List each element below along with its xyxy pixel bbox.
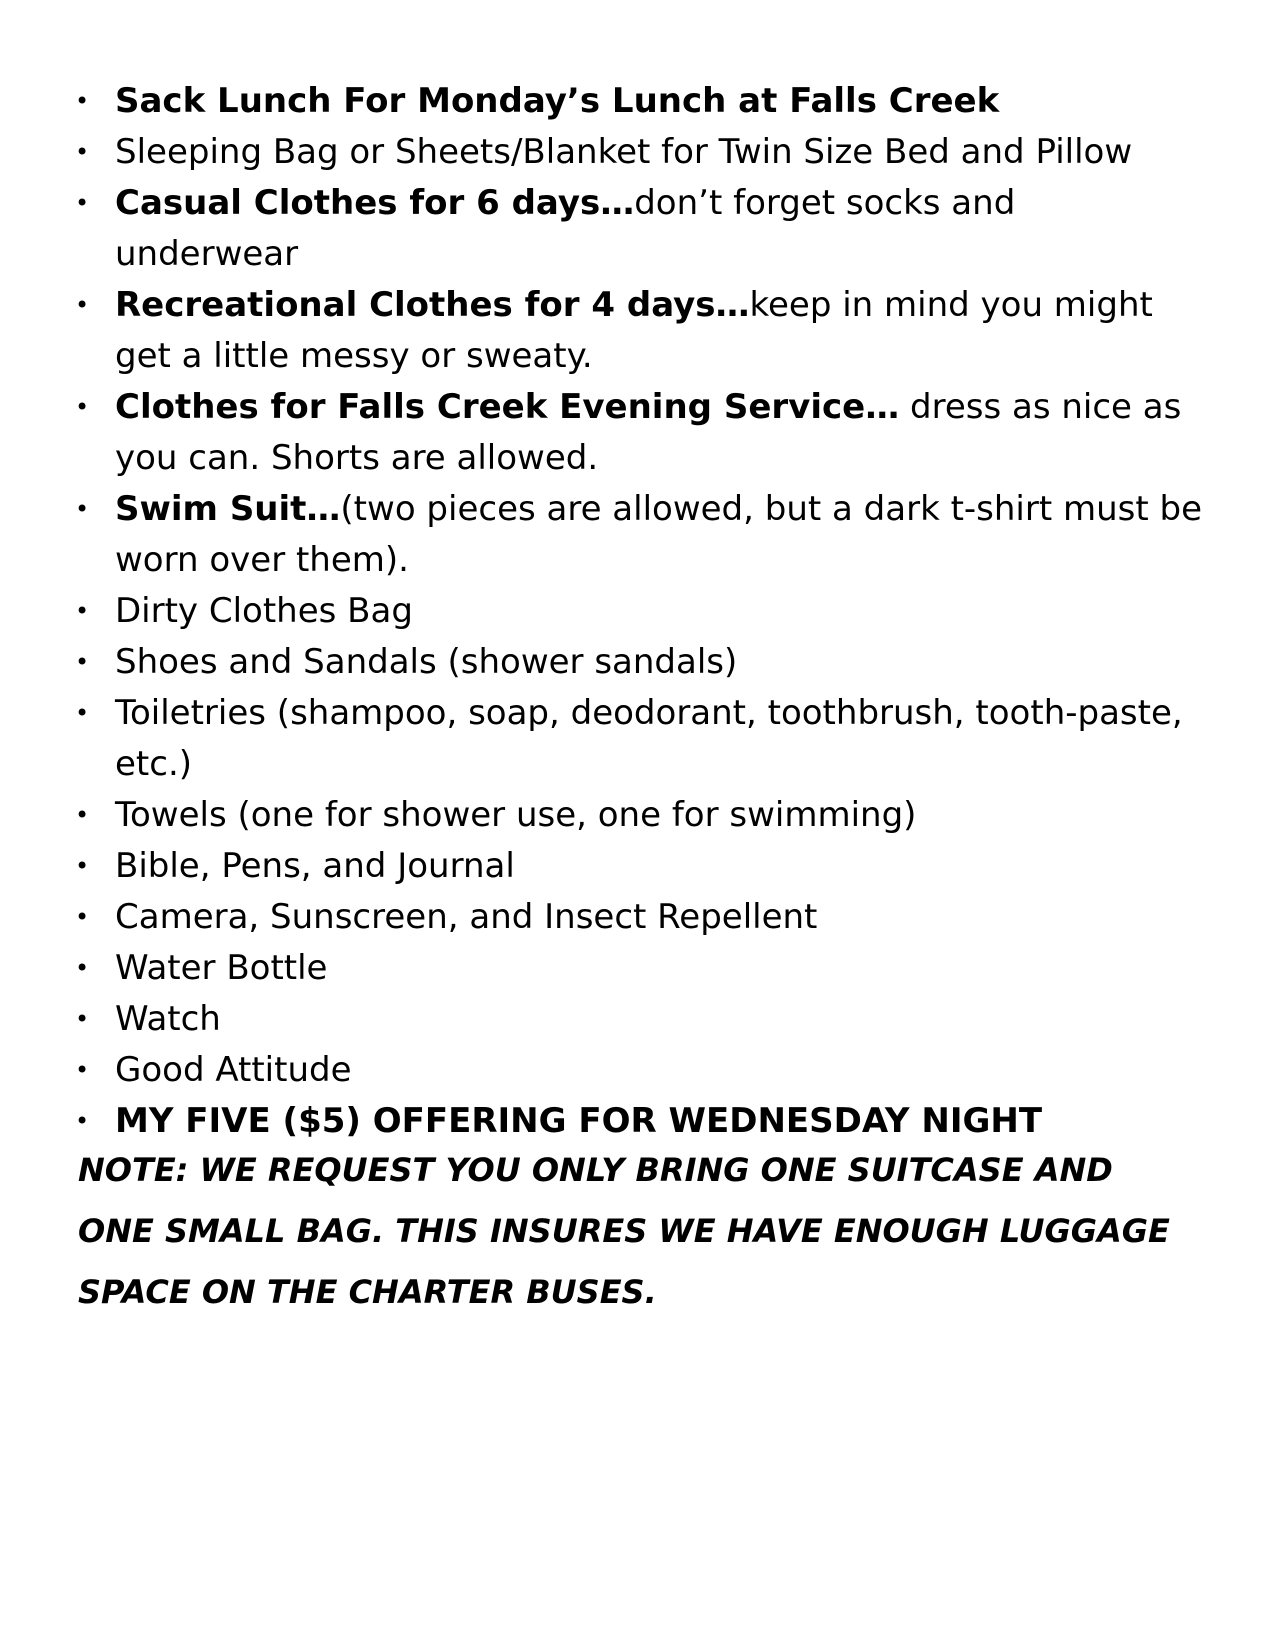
bullet-icon: • xyxy=(75,87,90,115)
list-item-text: Shoes and Sandals (shower sandals) xyxy=(115,642,738,682)
bullet-icon: • xyxy=(75,852,90,880)
list-item-text: Towels (one for shower use, one for swimming) xyxy=(115,795,917,835)
list-item-text: Water Bottle xyxy=(115,948,328,988)
list-item xyxy=(75,892,1205,943)
list-item xyxy=(75,1045,1205,1096)
bullet-icon: • xyxy=(75,393,90,421)
list-item-text: dress as nice as you can. Shorts are allowed. xyxy=(115,387,1182,478)
list-item-bold-text: Sack Lunch For Monday’s Lunch at Falls Creek xyxy=(115,81,1000,121)
bullet-icon: • xyxy=(75,648,90,676)
bullet-icon: • xyxy=(75,189,90,217)
bullet-icon: • xyxy=(75,291,90,319)
list-item xyxy=(75,76,1205,127)
list-item-bold-text: Clothes for Falls Creek Evening Service… xyxy=(115,387,900,427)
list-item xyxy=(75,790,1205,841)
list-item-text: Camera, Sunscreen, and Insect Repellent xyxy=(115,897,818,937)
bullet-icon: • xyxy=(75,699,90,727)
bullet-icon: • xyxy=(75,495,90,523)
list-item-text: don’t forget socks and underwear xyxy=(115,183,1016,274)
list-item xyxy=(75,178,1205,280)
bullet-icon: • xyxy=(75,138,90,166)
bullet-icon: • xyxy=(75,1005,90,1033)
list-item-bold-text: MY FIVE ($5) OFFERING FOR WEDNESDAY NIGHT xyxy=(115,1101,1043,1141)
bullet-icon: • xyxy=(75,801,90,829)
list-item-text: Watch xyxy=(115,999,221,1039)
list-item-text: (two pieces are allowed, but a dark t-shirt must be worn over them). xyxy=(115,489,1203,580)
bullet-icon: • xyxy=(75,597,90,625)
list-item xyxy=(75,841,1205,892)
luggage-note: NOTE: WE REQUEST YOU ONLY BRING ONE SUITCASE AND ONE SMALL BAG. THIS INSURES WE HAVE ENOUGH LUGGAGE SPACE ON THE CHARTER BUSES. xyxy=(78,1151,1170,1311)
list-item xyxy=(75,994,1205,1045)
list-item xyxy=(75,586,1205,637)
list-item-text: Sleeping Bag or Sheets/Blanket for Twin Size Bed and Pillow xyxy=(115,132,1133,172)
bullet-icon: • xyxy=(75,903,90,931)
list-item-bold-text: Swim Suit… xyxy=(115,489,341,529)
list-item xyxy=(75,127,1205,178)
packing-list xyxy=(75,76,1205,1147)
list-item xyxy=(75,382,1205,484)
list-item xyxy=(75,688,1205,790)
list-item xyxy=(75,484,1205,586)
list-item-text: Toiletries (shampoo, soap, deodorant, toothbrush, tooth-paste, etc.) xyxy=(115,693,1183,784)
bullet-icon: • xyxy=(75,1056,90,1084)
list-item-bold-text: Recreational Clothes for 4 days… xyxy=(115,285,750,325)
list-item-text: keep in mind you might get a little messy or sweaty. xyxy=(115,285,1153,376)
bullet-icon: • xyxy=(75,1107,90,1135)
list-item-text: Good Attitude xyxy=(115,1050,352,1090)
list-item xyxy=(75,280,1205,382)
list-item xyxy=(75,943,1205,994)
list-item-bold-text: Casual Clothes for 6 days… xyxy=(115,183,635,223)
bullet-icon: • xyxy=(75,954,90,982)
list-item-text: Dirty Clothes Bag xyxy=(115,591,413,631)
list-item xyxy=(75,637,1205,688)
list-item-text: Bible, Pens, and Journal xyxy=(115,846,515,886)
